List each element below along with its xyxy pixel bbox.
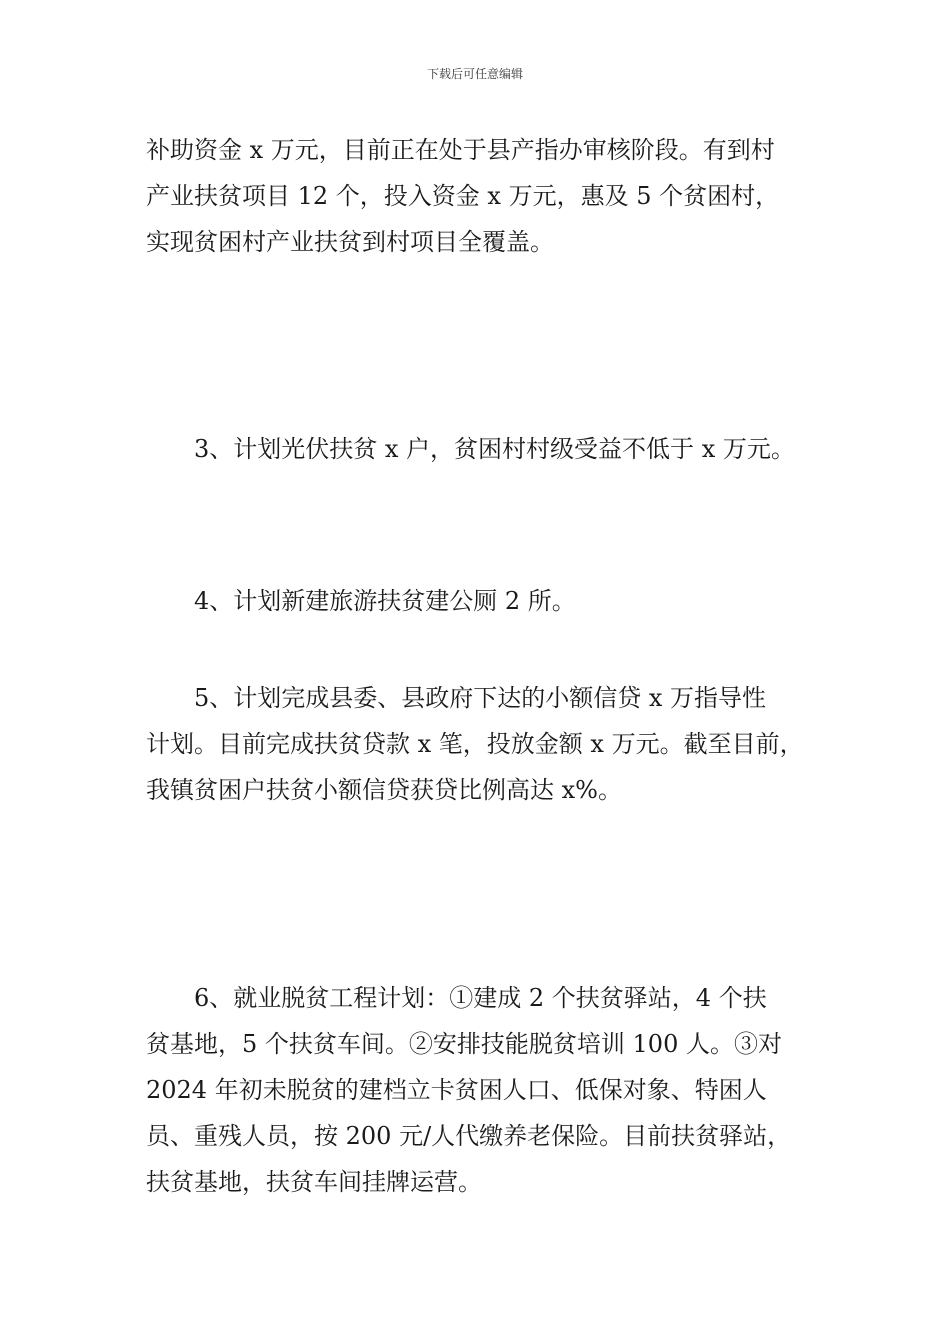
paragraph-item-4 bbox=[146, 578, 846, 624]
paragraph-line: 我镇贫困户扶贫小额信贷获贷比例高达 x%。 bbox=[146, 776, 622, 804]
paragraph-line: 6、就业脱贫工程计划：①建成 2 个扶贫驿站，4 个扶 bbox=[194, 984, 767, 1012]
paragraph-line: 贫基地，5 个扶贫车间。②安排技能脱贫培训 100 人。③对 bbox=[146, 1030, 782, 1058]
paragraph-line: 3、计划光伏扶贫 x 户，贫困村村级受益不低于 x 万元。 bbox=[194, 435, 795, 463]
paragraph-line: 扶贫基地，扶贫车间挂牌运营。 bbox=[146, 1168, 482, 1196]
paragraph-line: 员、重残人员，按 200 元/人代缴养老保险。目前扶贫驿站， bbox=[146, 1122, 792, 1150]
paragraph-item-6 bbox=[146, 975, 846, 1205]
paragraph-line: 产业扶贫项目 12 个，投入资金 x 万元，惠及 5 个贫困村， bbox=[146, 182, 780, 210]
paragraph-line: 4、计划新建旅游扶贫建公厕 2 所。 bbox=[194, 587, 576, 615]
page-header-note: 下载后可任意编辑 bbox=[426, 67, 523, 81]
paragraph-line: 实现贫困村产业扶贫到村项目全覆盖。 bbox=[146, 228, 554, 256]
paragraph-line: 2024 年初未脱贫的建档立卡贫困人口、低保对象、特困人 bbox=[146, 1076, 767, 1104]
paragraph-line: 补助资金 x 万元，目前正在处于县产指办审核阶段。有到村 bbox=[146, 136, 775, 164]
paragraph-1 bbox=[146, 127, 846, 265]
paragraph-item-5 bbox=[146, 675, 846, 813]
paragraph-line: 计划。目前完成扶贫贷款 x 笔，投放金额 x 万元。截至目前， bbox=[146, 730, 804, 758]
paragraph-line: 5、计划完成县委、县政府下达的小额信贷 x 万指导性 bbox=[194, 684, 767, 712]
paragraph-item-3 bbox=[146, 426, 846, 472]
